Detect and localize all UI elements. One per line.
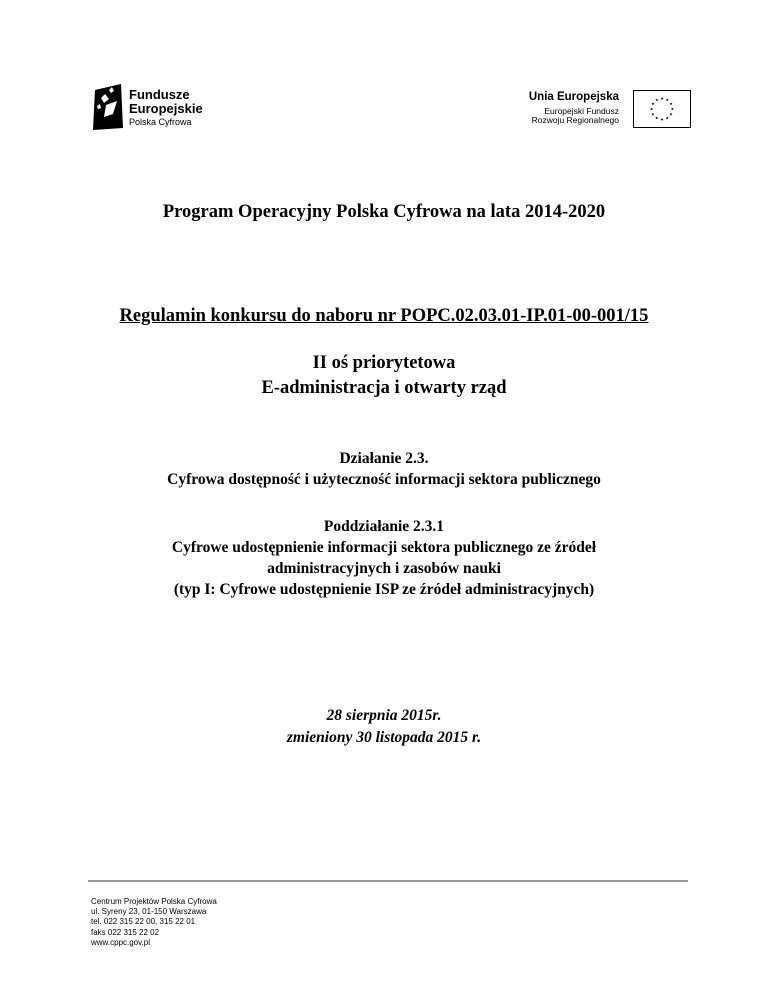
- dates-block: [0, 705, 768, 749]
- eu-star-icon: [661, 118, 664, 121]
- right-logo-line3: Rozwoju Regionalnego: [531, 115, 619, 125]
- subaction-line1: Poddziałanie 2.3.1: [323, 518, 445, 535]
- left-logo-line1: Fundusze: [129, 87, 190, 102]
- footer-line2: ul. Syreny 23, 01-150 Warszawa: [91, 907, 207, 917]
- footer-address: [91, 897, 217, 948]
- eu-star-icon: [671, 107, 674, 110]
- eu-star-icon: [666, 117, 669, 120]
- action-line2: Cyfrowa dostępność i użyteczność informacji sektora publicznego: [167, 471, 601, 488]
- eu-star-icon: [655, 98, 658, 101]
- left-logo-line3: Polska Cyfrowa: [129, 117, 192, 127]
- left-logo-line2: Europejskie: [129, 101, 203, 116]
- eu-star-icon: [650, 107, 653, 110]
- footer-divider: [88, 880, 688, 882]
- eu-star-icon: [661, 97, 664, 100]
- regulamin-title: Regulamin konkursu do naboru nr POPC.02.03.01-IP.01-00-001/15: [119, 306, 649, 326]
- fundusze-europejskie-logo: [91, 84, 221, 132]
- eu-star-icon: [670, 102, 673, 105]
- subaction-line2: Cyfrowe udostępnienie informacji sektora publicznego ze źródeł: [171, 539, 597, 556]
- subaction-line4: (typ I: Cyfrowe udostępnienie ISP ze źródeł administracyjnych): [173, 581, 595, 598]
- footer-line1: Centrum Projektów Polska Cyfrowa: [91, 897, 217, 906]
- eu-star-icon: [655, 117, 658, 120]
- unia-europejska-logo: [526, 90, 691, 130]
- eu-star-icon: [652, 113, 655, 116]
- date-line1: 28 sierpnia 2015r.: [326, 707, 442, 724]
- right-logo-line1: Unia Europejska: [528, 91, 619, 103]
- eu-flag-icon: [633, 90, 691, 128]
- eu-star-icon: [652, 102, 655, 105]
- program-title: Program Operacyjny Polska Cyfrowa na lata 2014-2020: [162, 202, 606, 222]
- date-line2: zmieniony 30 listopada 2015 r.: [286, 729, 482, 746]
- footer-line4: faks 022 315 22 02: [91, 927, 160, 937]
- priority-axis: [0, 351, 768, 401]
- right-logo-line2: Europejski Fundusz: [544, 105, 619, 116]
- footer-line5: www.cppc.gov.pl: [91, 937, 150, 947]
- eu-star-icon: [670, 113, 673, 116]
- footer-line3: tel. 022 315 22 00, 315 22 01: [91, 917, 196, 927]
- subaction-block: [0, 516, 768, 600]
- eu-star-icon: [666, 98, 669, 101]
- action-block: [0, 448, 768, 490]
- action-line1: Działanie 2.3.: [339, 450, 429, 467]
- subaction-line3: administracyjnych i zasobów nauki: [267, 560, 501, 577]
- priority-axis-line1: II oś priorytetowa: [312, 353, 456, 373]
- fundusze-europejskie-mark-icon: [91, 84, 125, 130]
- priority-axis-line2: E-administracja i otwarty rząd: [261, 378, 507, 398]
